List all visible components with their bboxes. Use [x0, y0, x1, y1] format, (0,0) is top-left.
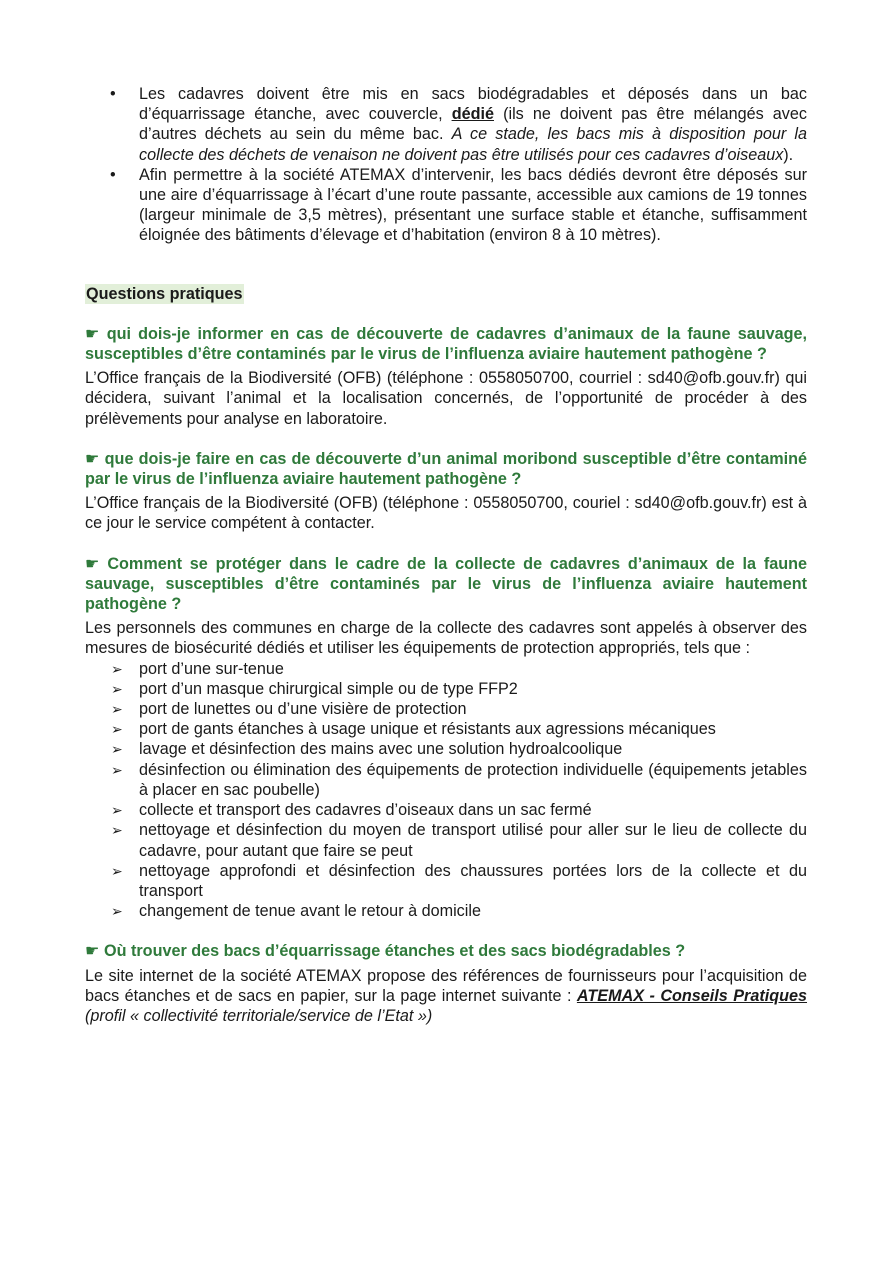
- bullet-icon: •: [110, 165, 116, 184]
- italic-note: A ce stade, les bacs mis à disposition pour la collecte des déchets de venaison ne doivent pas être utilisés pour ces cadavres d’oiseaux: [139, 125, 807, 164]
- protection-measures-list: [85, 659, 807, 922]
- emphasis-dedie: dédié: [451, 105, 494, 124]
- bin-requirements-list: [85, 84, 807, 246]
- list-item: • Les cadavres doivent être mis en sacs biodégradables et déposés dans un bac d’équarrissage étanche, avec couvercle, dédié (ils ne doivent pas être mélangés avec d’autres déchets au sein du même bac. A ce stade, les bacs mis à disposition pour la collecte des déchets de venaison ne doivent pas être utilisés pour ces cadavres d’oiseaux).: [110, 85, 807, 164]
- section-title: Questions pratiques: [86, 284, 243, 303]
- arrow-bullet-icon: ➢: [111, 741, 123, 758]
- arrow-bullet-icon: ➢: [111, 761, 123, 778]
- arrow-bullet-icon: ➢: [111, 701, 123, 718]
- bullet-icon: •: [110, 85, 116, 103]
- pointing-hand-icon: ☛: [85, 942, 100, 961]
- arrow-bullet-icon: ➢: [111, 802, 123, 819]
- arrow-bullet-icon: ➢: [111, 721, 123, 738]
- pointing-hand-icon: ☛: [85, 449, 100, 468]
- pointing-hand-icon: ☛: [85, 554, 100, 573]
- list-item: ➢ changement de tenue avant le retour à domicile: [111, 902, 481, 921]
- question-heading: ☛ Où trouver des bacs d’équarrissage étanches et des sacs biodégradables ?: [85, 942, 686, 961]
- arrow-bullet-icon: ➢: [111, 903, 123, 920]
- list-item: ➢ lavage et désinfection des mains avec une solution hydroalcoolique: [111, 740, 623, 759]
- list-item: • Afin permettre à la société ATEMAX d’intervenir, les bacs dédiés devront être déposés sur une aire d’équarrissage à l’écart d’une route passante, accessible aux camions de 19 tonnes (largeur minimale de 3,5 mètres), présentant une surface stable et étanche, suffisamment éloignée des bâtiments d’élevage et d’habitation (environ 8 à 10 mètres).: [110, 165, 807, 245]
- answer-text: Les personnels des communes en charge de la collecte des cadavres sont appelés à observer des mesures de biosécurité dédiés et utiliser les équipements de protection appropriés, tels que :: [85, 619, 807, 658]
- list-item: ➢ port de gants étanches à usage unique et résistants aux agressions mécaniques: [111, 720, 716, 739]
- pointing-hand-icon: ☛: [85, 324, 100, 343]
- answer-text: Le site internet de la société ATEMAX propose des références de fournisseurs pour l’acquisition de bacs étanches et de sacs en papier, sur la page internet suivante : ATEMAX - Conseils Pratiques (profil « collectivité territoriale/service de l’Etat »): [85, 966, 808, 1025]
- document-page: [85, 84, 807, 1026]
- arrow-bullet-icon: ➢: [111, 680, 123, 697]
- question-heading: ☛ qui dois-je informer en cas de découverte de cadavres d’animaux de la faune sauvage, susceptibles d’être contaminés par le virus de l’influenza aviaire hautement pathogène ?: [85, 324, 808, 364]
- question-heading: ☛ que dois-je faire en cas de découverte d’un animal moribond susceptible d’être contaminé par le virus de l’influenza aviaire hautement pathogène ?: [85, 449, 807, 489]
- list-item: ➢ désinfection ou élimination des équipements de protection individuelle (équipements jetables à placer en sac poubelle): [111, 760, 807, 799]
- arrow-bullet-icon: ➢: [111, 822, 123, 839]
- question-heading: ☛ Comment se protéger dans le cadre de la collecte de cadavres d’animaux de la faune sauvage, susceptibles d’être contaminés par le virus de l’influenza aviaire hautement pathogène ?: [85, 554, 807, 614]
- answer-text: L’Office français de la Biodiversité (OFB) (téléphone : 0558050700, courriel : sd40@ofb.gouv.fr) qui décidera, suivant l’animal et la localisation concernés, de l’opportunité de procéder à des prélèvements pour analyse en laboratoire.: [85, 369, 807, 428]
- list-item: ➢ port de lunettes ou d’une visière de protection: [111, 700, 467, 719]
- arrow-bullet-icon: ➢: [111, 862, 123, 879]
- answer-text: L’Office français de la Biodiversité (OFB) (téléphone : 0558050700, couriel : sd40@ofb.gouv.fr) est à ce jour le service compétent à contacter.: [85, 494, 807, 533]
- list-item: ➢ nettoyage et désinfection du moyen de transport utilisé pour aller sur le lieu de collecte du cadavre, pour autant que faire se peut: [111, 821, 807, 860]
- list-item: ➢ collecte et transport des cadavres d’oiseaux dans un sac fermé: [111, 801, 592, 820]
- list-item: ➢ nettoyage approfondi et désinfection des chaussures portées lors de la collecte et du transport: [111, 861, 807, 900]
- atemax-conseils-link[interactable]: ATEMAX - Conseils Pratiques: [576, 986, 808, 1005]
- list-item: ➢ port d’un masque chirurgical simple ou de type FFP2: [111, 679, 518, 698]
- arrow-bullet-icon: ➢: [111, 660, 123, 677]
- list-item: ➢ port d’une sur-tenue: [111, 659, 284, 678]
